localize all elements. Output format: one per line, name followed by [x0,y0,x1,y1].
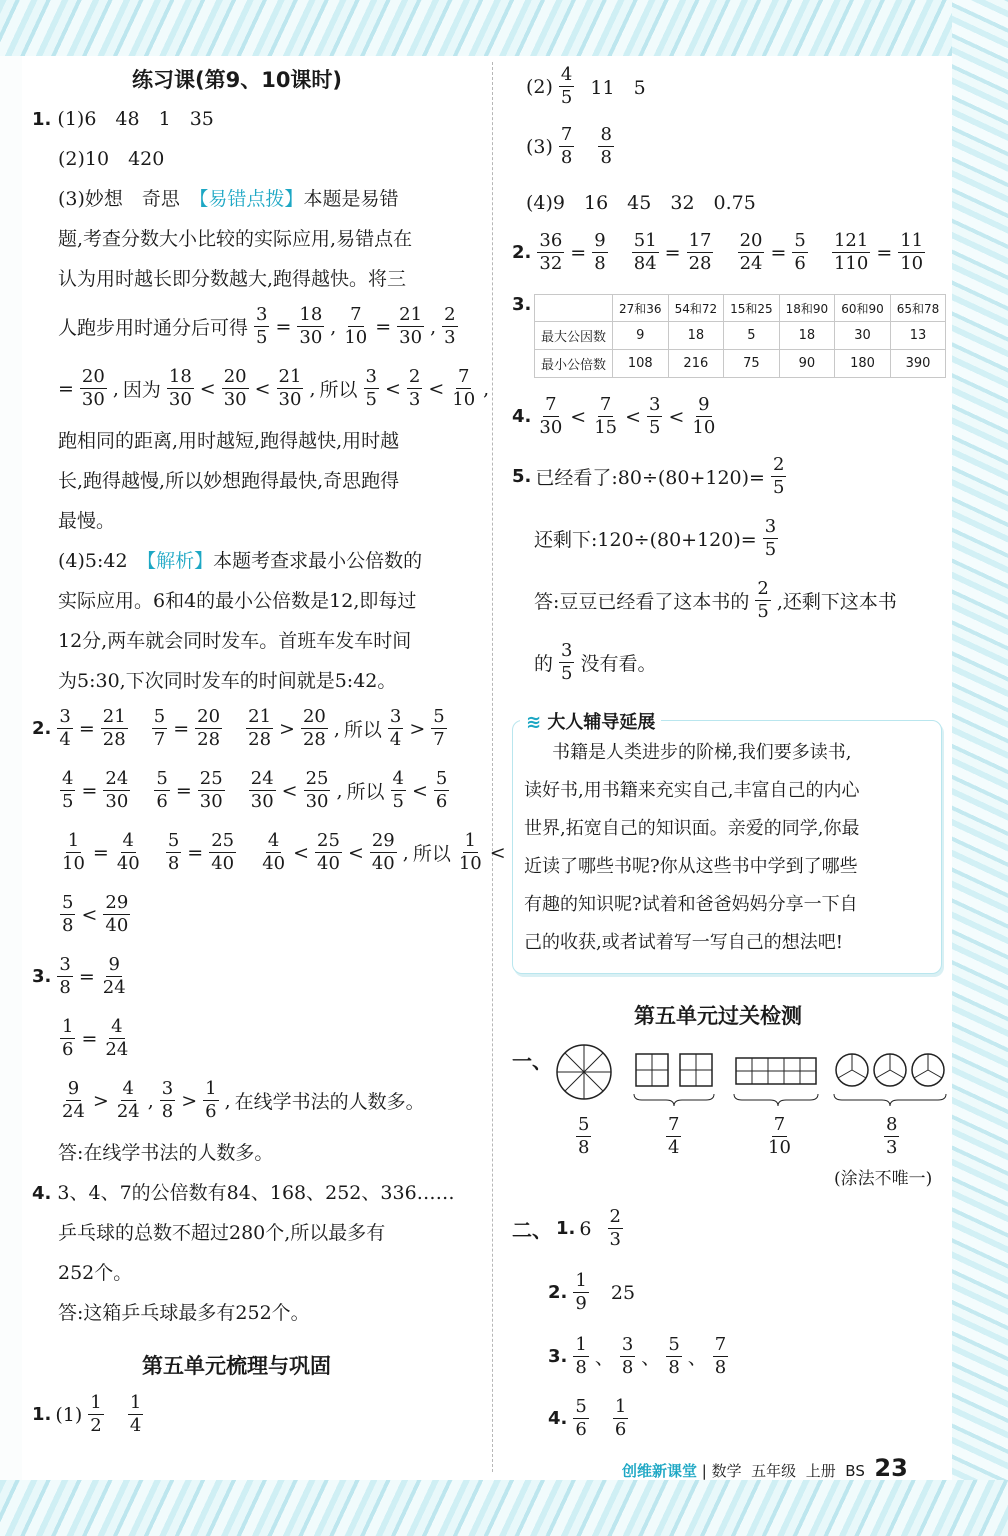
fraction: $\frac{5}{6}$ [435,768,448,812]
r-q5-line-1: 5. 已经看了:80÷(80+120)= $\frac{2}{5}$ [512,454,785,498]
fraction: $\frac{1}{4}$ [129,1392,142,1436]
fraction: $\frac{5}{6}$ [575,1396,587,1440]
fraction: $\frac{2}{5}$ [772,454,785,498]
q1-part3: (3)妙想 奇思 【易错点拨】本题是易错 [58,188,399,210]
q1-part4: (4)5:42 【解析】本题考查求最小公倍数的 [58,550,423,572]
bottom-decorative-band [0,1480,1008,1536]
fraction: $\frac{7}{10}$ [768,1114,791,1158]
section-heading-review: 第五单元梳理与巩固 [142,1354,331,1378]
fraction: $\frac{2}{5}$ [757,578,769,622]
r-q2-row: 2. $\frac{36}{32}$ = $\frac{9}{8}$ $\frac{51}{84}$ = $\frac{17}{28}$ $\frac{20}{24}$ = $\frac{5}{6}$ $\frac{121}{110}$ = $\frac{11}{10}$ [512,230,924,274]
q1-text-line: 认为用时越长即分数越大,跑得越快。将三 [58,268,407,290]
fraction: $\frac{29}{40}$ [105,892,129,936]
fraction: $\frac{4}{5}$ [560,64,573,108]
q3-answer: 答:在线学书法的人数多。 [58,1142,274,1164]
fraction: $\frac{3}{4}$ [389,706,402,750]
fraction: $\frac{20}{30}$ [223,366,247,410]
fraction: $\frac{7}{8}$ [714,1334,727,1378]
fraction: $\frac{5}{6}$ [156,768,168,812]
q2-row-3: $\frac{1}{10}$ = $\frac{4}{40}$ $\frac{5}{8}$ = $\frac{25}{40}$ $\frac{4}{40}$ < $\frac{25}{40}$ < $\frac{29}{40}$ , 所以 $\frac{1}{10}$ < [62,830,506,874]
fraction: $\frac{1}{10}$ [62,830,85,874]
fraction: $\frac{5}{7}$ [433,706,445,750]
fraction: $\frac{7}{10}$ [344,304,368,348]
fraction: $\frac{21}{28}$ [102,706,126,750]
r-part4: (4)9 16 45 32 0.75 [526,192,756,214]
fraction: $\frac{20}{28}$ [302,706,326,750]
q1-fraction-line-1: 人跑步用时通分后可得 $\frac{3}{5}$ = $\frac{18}{30}$ , $\frac{7}{10}$ = $\frac{21}{30}$ , $\frac{2}{3}$ [58,304,456,348]
parent-guidance-title: ≋ 大人辅导延展 [520,708,661,734]
table-row: 最小公倍数 108 216 75 90 180 390 [535,350,946,378]
fraction: $\frac{1}{8}$ [575,1334,587,1378]
fraction: $\frac{7}{15}$ [594,394,618,438]
fraction: $\frac{7}{30}$ [539,394,563,438]
q2-row-2: $\frac{4}{5}$ = $\frac{24}{30}$ $\frac{5}{6}$ = $\frac{25}{30}$ $\frac{24}{30}$ < $\frac{25}{30}$ , 所以 $\frac{4}{5}$ < $\frac{5}{6}$ [62,768,448,812]
fraction: $\frac{3}{5}$ [365,366,377,410]
q1-text-line: 跑相同的距离,用时越短,跑得越快,用时越 [58,430,400,452]
fraction: $\frac{4}{5}$ [62,768,74,812]
guidance-text-line: 己的收获,或者试着写一写自己的想法吧! [524,932,843,953]
fraction: $\frac{9}{24}$ [62,1078,85,1122]
fraction: $\frac{21}{30}$ [278,366,302,410]
fraction: $\frac{3}{5}$ [764,516,777,560]
q1-part2: (2)10 420 [58,148,165,170]
guidance-text-line: 书籍是人类进步的阶梯,我们要多读书, [552,742,852,763]
fraction: $\frac{18}{30}$ [299,304,323,348]
fraction: $\frac{11}{10}$ [900,230,924,274]
table-header-row: 27和36 54和72 15和25 18和90 60和90 65和78 [535,295,946,322]
fraction: $\frac{4}{40}$ [262,830,286,874]
fraction: $\frac{5}{8}$ [578,1114,590,1158]
fraction: $\frac{2}{3}$ [609,1206,621,1250]
section-heading-practice: 练习课(第9、10课时) [132,68,343,92]
fraction: $\frac{20}{30}$ [81,366,105,410]
fraction: $\frac{3}{5}$ [256,304,268,348]
guidance-text-line: 有趣的知识呢?试着和爸爸妈妈分享一下自 [524,894,858,915]
part2-item2: 2. $\frac{1}{9}$ 25 [548,1270,636,1314]
top-decorative-band [0,0,1008,56]
q1-fraction-line-2: = $\frac{20}{30}$ , 因为 $\frac{18}{30}$ < $\frac{20}{30}$ < $\frac{21}{30}$ , 所以 $\frac{3}{5}$ < $\frac{2}{3}$ < $\frac{7}{10}$ , [58,366,490,410]
fraction: $\frac{7}{10}$ [452,366,476,410]
fraction: $\frac{5}{6}$ [794,230,806,274]
page-number: 23 [874,1454,908,1482]
guidance-text-line: 读好书,用书籍来充实自己,丰富自己的内心 [524,780,860,801]
fraction: $\frac{9}{24}$ [102,954,126,998]
fraction: $\frac{3}{4}$ [59,706,71,750]
q4-answer: 答:这箱乒乓球最多有252个。 [58,1302,310,1324]
fraction: $\frac{20}{24}$ [739,230,763,274]
fraction: $\frac{1}{9}$ [575,1270,587,1314]
fraction: $\frac{3}{5}$ [561,640,573,684]
q1-text-line: 长,跑得越慢,所以妙想跑得最快,奇思跑得 [58,470,400,492]
shading-note: (涂法不唯一) [834,1169,933,1189]
fraction: $\frac{25}{30}$ [199,768,223,812]
q3-row-2: $\frac{1}{6}$ = $\frac{4}{24}$ [62,1016,129,1060]
part2-item4: 4. $\frac{5}{6}$ $\frac{1}{6}$ [548,1396,627,1440]
fraction: $\frac{18}{30}$ [168,366,192,410]
fraction: $\frac{3}{8}$ [161,1078,174,1122]
guidance-text-line: 世界,拓宽自己的知识面。亲爱的同学,你最 [524,818,860,839]
q2-row-4: $\frac{5}{8}$ < $\frac{29}{40}$ [62,892,129,936]
fraction: $\frac{25}{30}$ [305,768,329,812]
page-footer: 创维新课堂 | 数学 五年级 上册 BS 23 [622,1454,908,1482]
fraction: $\frac{1}{10}$ [458,830,482,874]
fraction: $\frac{2}{3}$ [444,304,456,348]
fraction: $\frac{9}{10}$ [692,394,716,438]
r-q5-line-4: 的 $\frac{3}{5}$ 没有看。 [534,640,657,684]
q1-text-line: 实际应用。6和4的最小公倍数是12,即每过 [58,590,417,612]
fraction: $\frac{8}{3}$ [886,1114,898,1158]
guidance-text-line: 近读了哪些书呢?你从这些书中学到了哪些 [524,856,858,877]
fraction: $\frac{36}{32}$ [539,230,563,274]
gcd-lcm-table [534,294,946,378]
fraction: $\frac{1}{6}$ [205,1078,217,1122]
q4-line-3: 252个。 [58,1262,133,1284]
answer-page [22,56,952,1480]
r-part2: (2) $\frac{4}{5}$ 11 5 [526,64,646,108]
part2-item3: 3. $\frac{1}{8}$ 、 $\frac{3}{8}$ 、 $\frac{5}{8}$ 、 $\frac{7}{8}$ [548,1334,727,1378]
squares-quarters-figure [634,1054,714,1106]
circles-thirds-figure [834,1054,946,1106]
r-q5-line-3: 答:豆豆已经看了这本书的 $\frac{2}{5}$ ,还剩下这本书 [534,578,897,622]
fraction: $\frac{1}{2}$ [90,1392,102,1436]
fraction: $\frac{24}{30}$ [105,768,129,812]
r-q3-number: 3. [512,294,532,315]
s1-row: 1. (1) $\frac{1}{2}$ $\frac{1}{4}$ [32,1392,142,1436]
bar-tenths-figure [734,1058,818,1106]
fraction: $\frac{4}{5}$ [392,768,404,812]
fraction: $\frac{4}{24}$ [105,1016,129,1060]
fraction: $\frac{2}{3}$ [408,366,421,410]
fraction: $\frac{4}{40}$ [116,830,140,874]
fraction: $\frac{24}{30}$ [250,768,274,812]
fraction: $\frac{4}{24}$ [116,1078,140,1122]
r-part3: (3) $\frac{7}{8}$ $\frac{8}{8}$ [526,124,612,168]
q1-text-line: 为5:30,下次同时发车的时间就是5:42。 [58,670,397,692]
fraction: $\frac{7}{8}$ [560,124,573,168]
fraction: $\frac{21}{30}$ [399,304,423,348]
q4-line-1: 4. 3、4、7的公倍数有84、168、252、336…… [32,1182,455,1204]
fraction: $\frac{3}{8}$ [621,1334,634,1378]
fraction: $\frac{20}{28}$ [197,706,221,750]
part1-label: 一、 [512,1049,552,1073]
fraction: $\frac{1}{6}$ [62,1016,74,1060]
fraction: $\frac{17}{28}$ [688,230,712,274]
right-decorative-band [952,0,1008,1536]
r-q4-row: 4. $\frac{7}{30}$ < $\frac{7}{15}$ < $\frac{3}{5}$ < $\frac{9}{10}$ [512,394,716,438]
fraction: $\frac{3}{5}$ [649,394,661,438]
r-q5-line-2: 还剩下:120÷(80+120)= $\frac{3}{5}$ [534,516,777,560]
fraction: $\frac{29}{40}$ [371,830,395,874]
fraction: $\frac{25}{40}$ [317,830,340,874]
fraction: $\frac{5}{8}$ [62,892,74,936]
q1-text-line: 题,考查分数大小比较的实际应用,易错点在 [58,228,413,250]
section-heading-unit-test: 第五单元过关检测 [634,1004,802,1028]
wave-icon: ≋ [526,712,542,733]
q3-row-1: 3. $\frac{3}{8}$ = $\frac{9}{24}$ [32,954,126,998]
circle-eighths-figure [557,1045,611,1099]
column-divider [492,62,493,1472]
fraction: $\frac{21}{28}$ [248,706,272,750]
fraction: $\frac{121}{110}$ [833,230,869,274]
q1-text-line: 12分,两车就会同时发车。首班车发车时间 [58,630,412,652]
q2-row-1: 2. $\frac{3}{4}$ = $\frac{21}{28}$ $\frac{5}{7}$ = $\frac{20}{28}$ $\frac{21}{28}$ > $\frac{20}{28}$ , 所以 $\frac{3}{4}$ > $\frac{5}{7}$ [32,706,445,750]
part2-item1: 二、 1. 6 $\frac{2}{3}$ [512,1206,621,1250]
fraction: $\frac{1}{6}$ [614,1396,627,1440]
fraction: $\frac{7}{4}$ [668,1114,680,1158]
q1-part1: 1. (1)6 48 1 35 [32,108,214,130]
fraction: $\frac{5}{7}$ [153,706,166,750]
q1-text-line: 最慢。 [58,510,116,532]
fraction: $\frac{5}{8}$ [668,1334,680,1378]
table-row: 最大公因数 9 18 5 18 30 13 [535,322,946,350]
fraction: $\frac{5}{8}$ [167,830,180,874]
fraction: $\frac{8}{8}$ [600,124,612,168]
fraction: $\frac{9}{8}$ [594,230,606,274]
q3-row-3: $\frac{9}{24}$ > $\frac{4}{24}$ , $\frac{3}{8}$ > $\frac{1}{6}$ , 在线学书法的人数多。 [62,1078,425,1122]
fraction: $\frac{51}{84}$ [633,230,657,274]
q4-line-2: 乒乓球的总数不超过280个,所以最多有 [58,1222,386,1244]
fraction: $\frac{25}{40}$ [211,830,235,874]
fraction: $\frac{3}{8}$ [59,954,71,998]
